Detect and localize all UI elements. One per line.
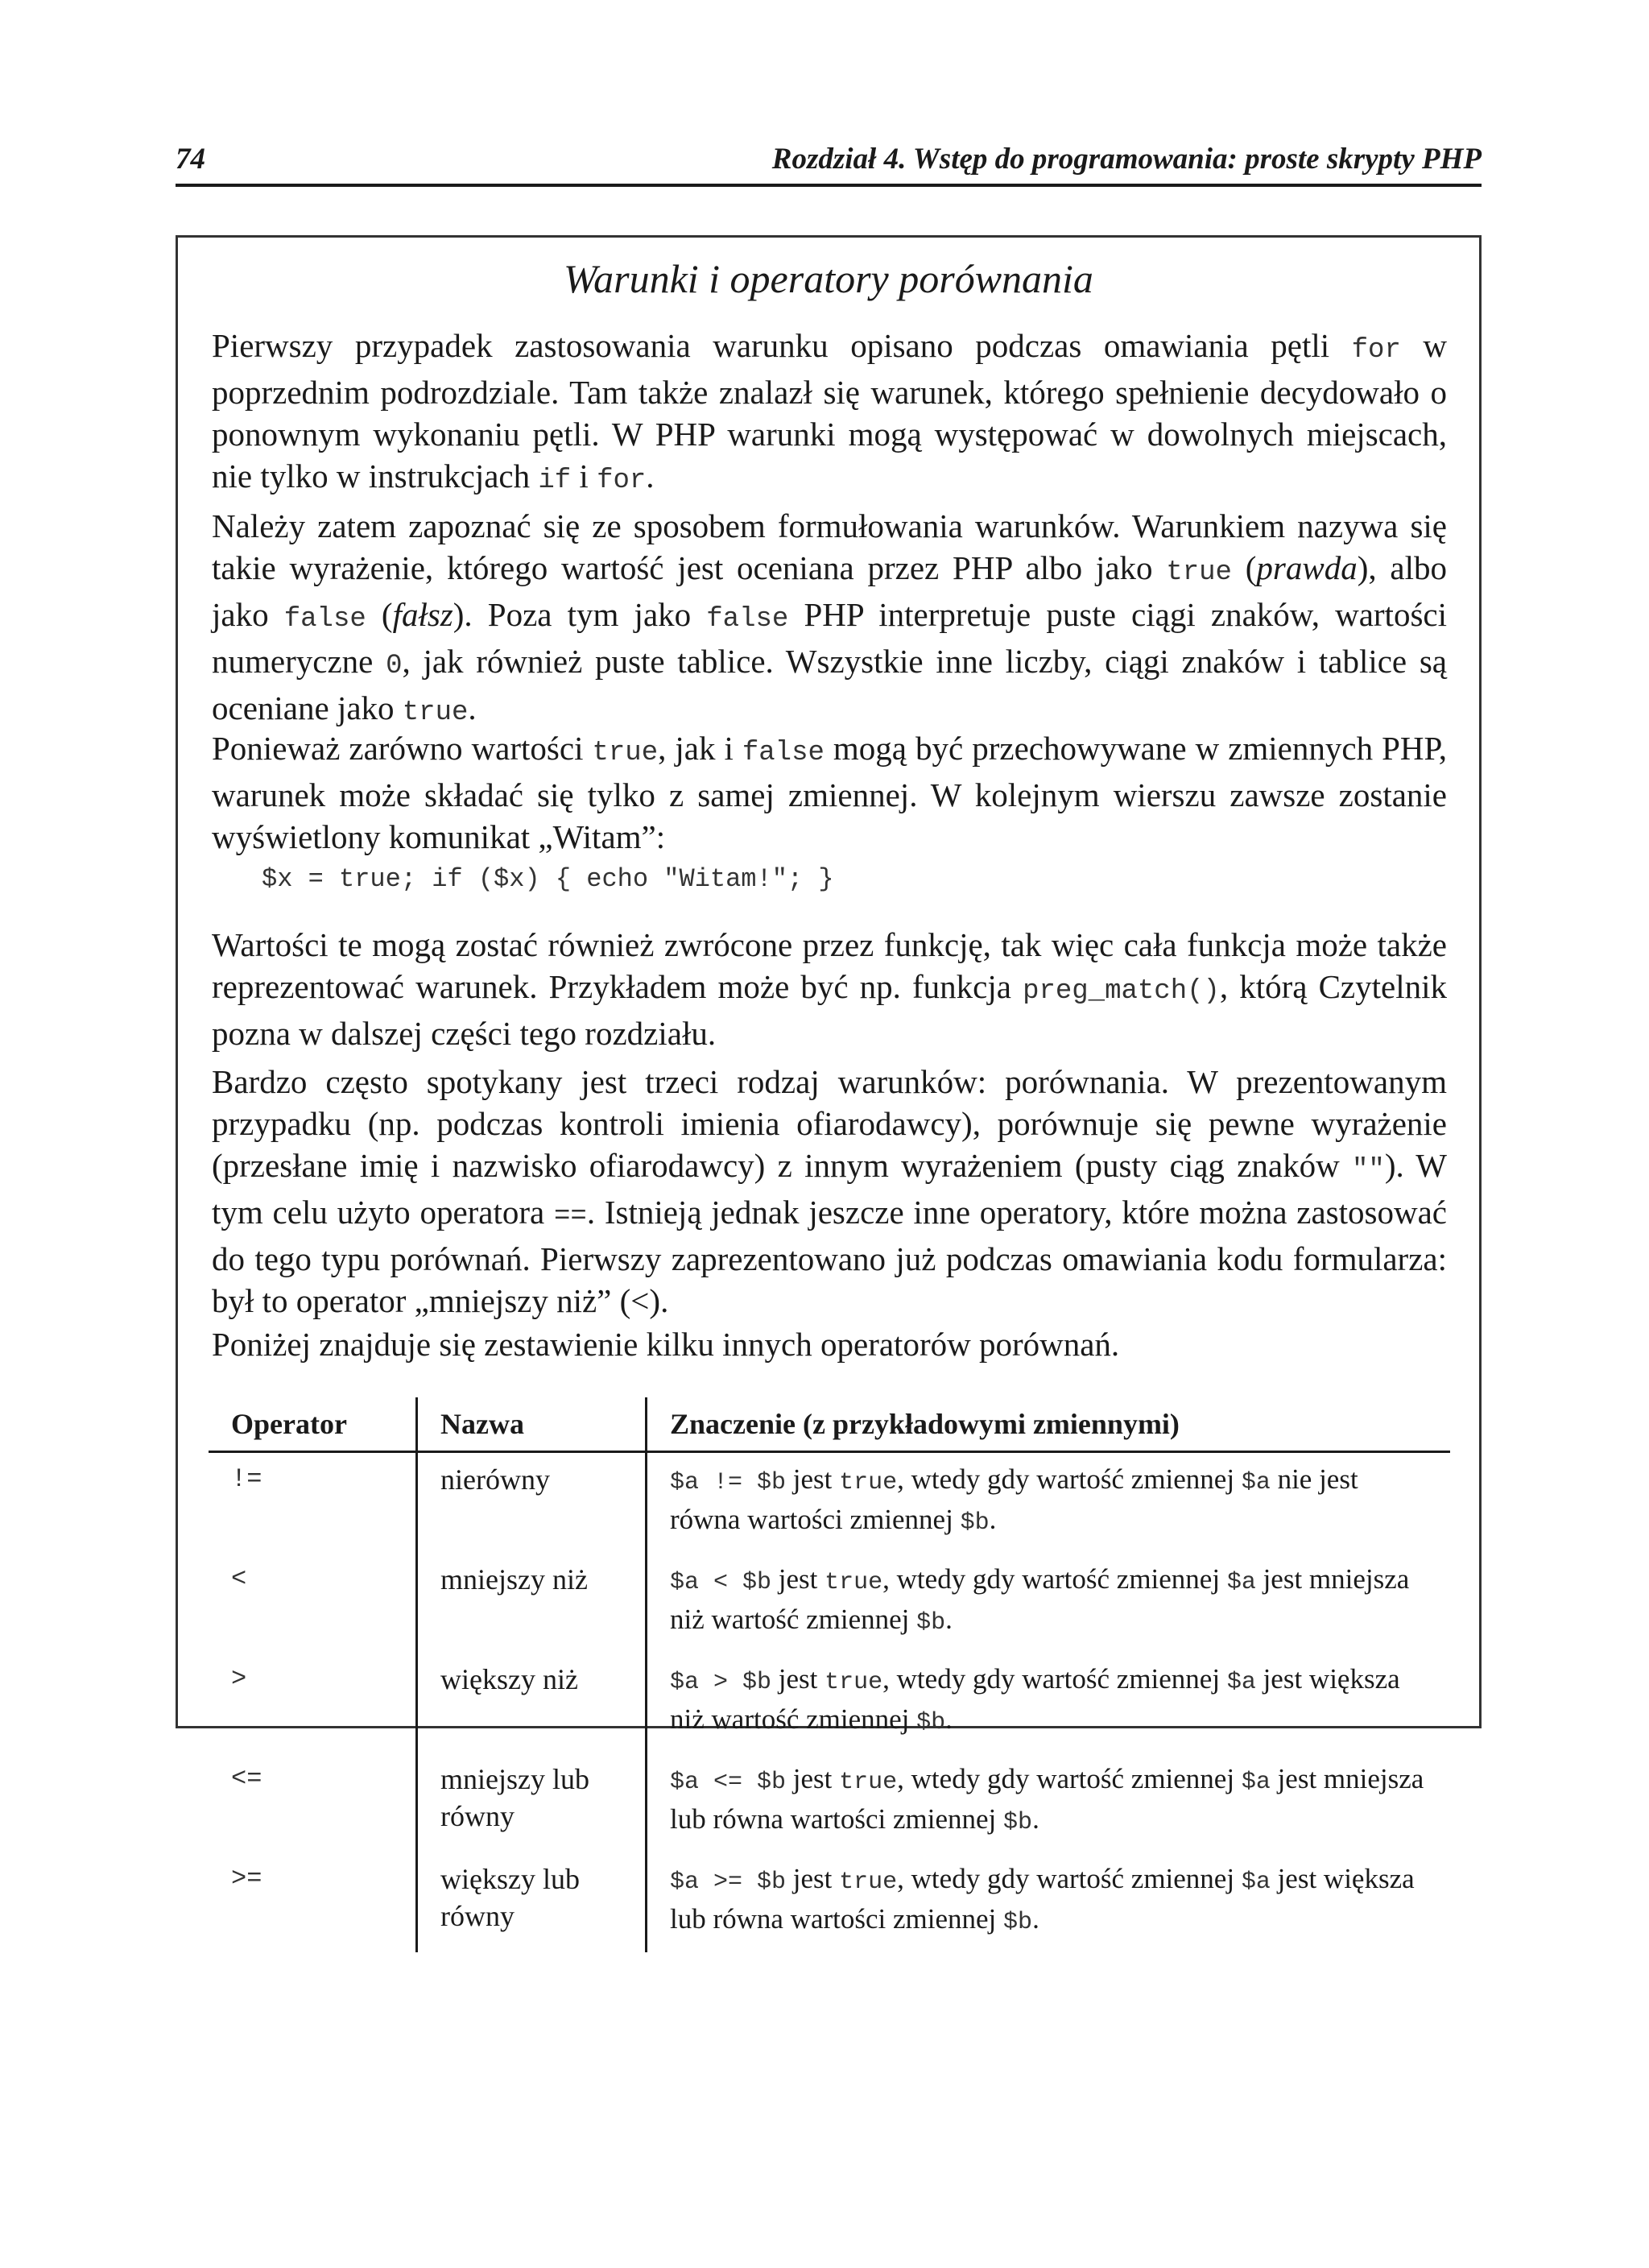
text-span: jest większa lub równa wartości zmiennej <box>670 1863 1415 1935</box>
text-span: ( <box>366 596 393 633</box>
inline-code: $a > $b <box>670 1669 772 1696</box>
inline-code: $a != $b <box>670 1469 787 1496</box>
inline-code: $b <box>960 1509 990 1537</box>
inline-code: < <box>630 1282 650 1319</box>
text-span: ). <box>649 1282 669 1319</box>
text-span: . Istnieją jednak jeszcze inne operatory, które można zastosować do tego typu porównań. Pierwszy zaprezentowano już podczas omawiania kodu formularza: był to operator „mniejszy niż” ( <box>212 1194 1447 1319</box>
italic-term: prawda <box>1256 549 1358 586</box>
text-span: ( <box>1231 549 1257 586</box>
operator-cell: <= <box>209 1753 417 1852</box>
inline-code: false <box>283 604 366 635</box>
text-span: , jak i <box>658 730 742 767</box>
text-span: nie jest równa wartości zmiennej <box>670 1463 1358 1535</box>
text-span: . <box>646 457 655 495</box>
text-span: . <box>1032 1903 1039 1935</box>
sidebar-box <box>176 235 1482 1936</box>
inline-code: $a <= $b <box>670 1769 787 1796</box>
meaning-cell <box>647 1753 1451 1852</box>
text-span: jest <box>771 1563 825 1595</box>
text-span: . <box>1032 1803 1039 1835</box>
paragraph-5 <box>212 1061 1447 1322</box>
inline-code: $a <box>1241 1469 1271 1496</box>
name-cell: większy lub równy <box>417 1852 647 1952</box>
text-span: . <box>468 689 477 726</box>
text-span: , którą Czytelnik pozna w dalszej części tego rozdziału. <box>212 968 1447 1052</box>
inline-code: true <box>824 1569 883 1596</box>
text-span: , jak również puste tablice. Wszystkie inne liczby, ciągi znaków i tablice są oceniane jako <box>212 643 1447 726</box>
text-span: , wtedy gdy wartość zmiennej <box>882 1663 1227 1695</box>
inline-code: $a <box>1241 1869 1271 1896</box>
inline-code: $a >= $b <box>670 1869 787 1896</box>
name-cell: większy niż <box>417 1653 647 1753</box>
text-span: jest większa niż wartość zmiennej <box>670 1663 1400 1735</box>
box-title: Warunki i operatory porównania <box>564 256 1093 301</box>
inline-code: false <box>706 604 789 635</box>
inline-code: false <box>742 738 824 768</box>
italic-term: fałsz <box>392 596 453 633</box>
text-span: Wartości te mogą zostać również zwrócone przez funkcję, tak więc cała funkcja może także reprezentować warunek. Przykładem może być np. funkcja <box>212 926 1447 1005</box>
text-span: jest <box>786 1463 840 1495</box>
paragraph-4 <box>212 924 1447 1054</box>
table-row <box>209 1452 1450 1554</box>
operators-table <box>209 1397 1450 1952</box>
inline-code: preg_match() <box>1023 976 1220 1007</box>
inline-code: $b <box>916 1609 946 1637</box>
chapter-title: Rozdział 4. Wstęp do programowania: proste skrypty PHP <box>771 143 1482 176</box>
column-header: Operator <box>209 1397 417 1452</box>
inline-code: 0 <box>386 651 403 681</box>
text-span: . <box>945 1703 953 1735</box>
text-span: mogą być przechowywane w zmiennych PHP, warunek może składać się tylko z samej zmiennej. W kolejnym wierszu zawsze zostanie wyświetlony komunikat „Witam”: <box>212 730 1448 855</box>
name-cell: mniejszy lub równy <box>417 1753 647 1852</box>
inline-code: for <box>1351 335 1401 366</box>
inline-code: "" <box>1352 1155 1385 1186</box>
operator-cell: < <box>209 1553 417 1653</box>
text-span: , wtedy gdy wartość zmiennej <box>897 1463 1242 1495</box>
text-span: Bardzo często spotykany jest trzeci rodzaj warunków: porównania. W prezentowanym przypadku (np. podczas kontroli imienia ofiarodawcy), porównuje się pewne wyrażenie (przesłane imię i nazwisko ofiarodawcy) z innym wyrażeniem (pusty ciąg znaków <box>212 1063 1447 1184</box>
table-header-row <box>209 1397 1450 1452</box>
inline-code: true <box>402 697 469 728</box>
inline-code: $b <box>916 1709 946 1736</box>
text-span: jest mniejsza lub równa wartości zmiennej <box>670 1763 1424 1835</box>
text-span: jest <box>786 1763 840 1794</box>
inline-code: true <box>1166 557 1232 588</box>
text-span: jest <box>786 1863 840 1894</box>
column-header: Nazwa <box>417 1397 647 1452</box>
text-span: ). Poza tym jako <box>453 596 707 633</box>
inline-code: true <box>824 1669 883 1696</box>
text-span: jest mniejsza niż wartość zmiennej <box>670 1563 1410 1635</box>
meaning-cell <box>647 1553 1451 1653</box>
text-span: PHP interpretuje puste ciągi znaków, wartości numeryczne <box>212 596 1447 680</box>
table-row <box>209 1753 1450 1852</box>
text-span: Pierwszy przypadek zastosowania warunku opisano podczas omawiania pętli <box>212 327 1352 364</box>
paragraph-2 <box>212 505 1447 734</box>
inline-code: $a <box>1226 1569 1256 1596</box>
text-span: jest <box>771 1663 825 1695</box>
inline-code: $a <box>1241 1769 1271 1796</box>
name-cell: mniejszy niż <box>417 1553 647 1653</box>
text-span: Ponieważ zarówno wartości <box>212 730 593 767</box>
inline-code: true <box>839 1469 898 1496</box>
table-row <box>209 1553 1450 1653</box>
inline-code: == <box>554 1202 587 1232</box>
inline-code: if <box>538 466 572 496</box>
text-span: , wtedy gdy wartość zmiennej <box>897 1863 1242 1894</box>
table-row <box>209 1852 1450 1952</box>
text-span: w poprzednim podrozdziale. Tam także znalazł się warunek, którego spełnienie decydowało o ponownym wykonaniu pętli. W PHP warunki mogą występować w dowolnych miejscach, nie tylko w instrukcjach <box>212 327 1447 495</box>
text-span: ). W tym celu użyto operatora <box>212 1147 1447 1231</box>
inline-code: $a < $b <box>670 1569 772 1596</box>
text-span: . <box>989 1504 997 1535</box>
inline-code: true <box>839 1769 898 1796</box>
running-header <box>176 135 1482 187</box>
name-cell: nierówny <box>417 1452 647 1554</box>
inline-code: $b <box>1003 1809 1033 1836</box>
text-span: , wtedy gdy wartość zmiennej <box>882 1563 1227 1595</box>
paragraph-6: Poniżej znajduje się zestawienie kilku innych operatorów porównań. <box>212 1326 1120 1363</box>
column-header: Znaczenie (z przykładowymi zmiennymi) <box>647 1397 1451 1452</box>
text-span: , wtedy gdy wartość zmiennej <box>897 1763 1242 1794</box>
paragraph-1 <box>212 325 1447 502</box>
inline-code: for <box>597 466 647 496</box>
code-example: $x = true; if ($x) { echo "Witam!"; } <box>262 864 834 894</box>
inline-code: true <box>592 738 659 768</box>
text-span: . <box>945 1604 953 1635</box>
inline-code: true <box>839 1869 898 1896</box>
operator-cell: > <box>209 1653 417 1753</box>
inline-code: $a <box>1226 1669 1256 1696</box>
meaning-cell <box>647 1852 1451 1952</box>
text-span: ), albo jako <box>212 549 1447 633</box>
page-number: 74 <box>176 143 205 176</box>
operator-cell: != <box>209 1452 417 1554</box>
meaning-cell <box>647 1653 1451 1753</box>
table-row <box>209 1653 1450 1753</box>
operator-cell: >= <box>209 1852 417 1952</box>
text-span: i <box>571 457 597 495</box>
paragraph-3 <box>212 727 1447 858</box>
meaning-cell <box>647 1452 1451 1554</box>
text-span: Należy zatem zapoznać się ze sposobem formułowania warunków. Warunkiem nazywa się takie wyrażenie, którego wartość jest oceniana przez PHP albo jako <box>212 507 1447 586</box>
inline-code: $b <box>1003 1909 1033 1936</box>
